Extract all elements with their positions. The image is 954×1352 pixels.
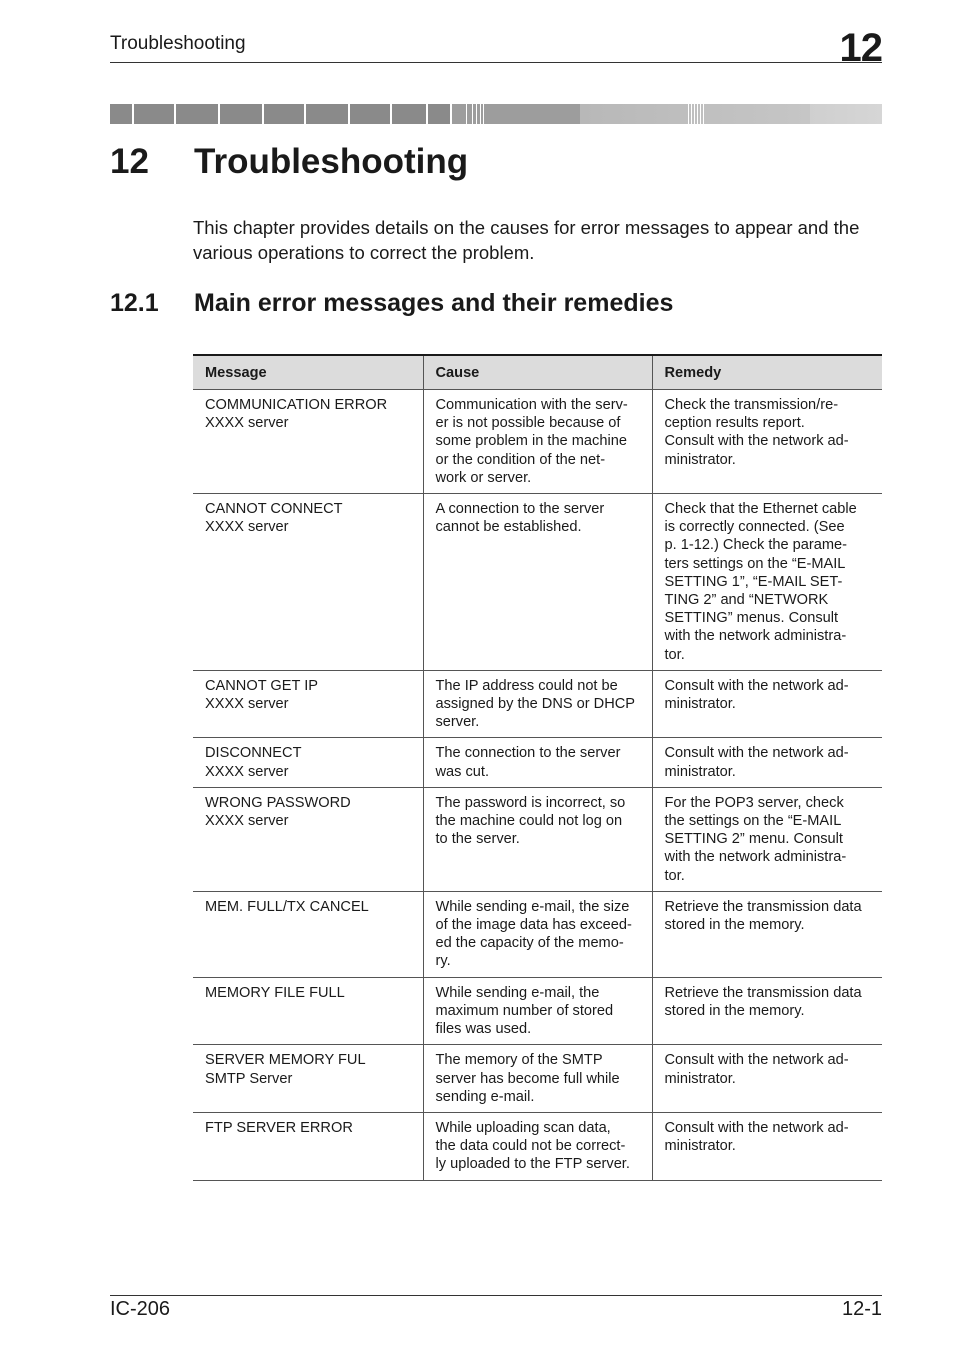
column-header-message: Message — [193, 355, 423, 390]
cell-message: CANNOT GET IP XXXX server — [193, 670, 423, 738]
chapter-title-number: 12 — [110, 142, 149, 181]
cell-message: WRONG PASSWORD XXXX server — [193, 787, 423, 891]
chapter-title-text: Troubleshooting — [194, 142, 469, 181]
column-header-cause: Cause — [423, 355, 652, 390]
cell-message: MEM. FULL/TX CANCEL — [193, 891, 423, 977]
section-title-text: Main error messages and their remedies — [194, 289, 674, 317]
section-title — [110, 289, 673, 318]
table-row — [193, 494, 882, 671]
table-row — [193, 670, 882, 738]
cell-message: CANNOT CONNECT XXXX server — [193, 494, 423, 671]
cell-message: COMMUNICATION ERROR XXXX server — [193, 390, 423, 494]
cell-remedy: Consult with the network ad- ministrator. — [652, 738, 882, 787]
section-number: 12.1 — [110, 289, 159, 317]
header-chapter-number: 12 — [839, 26, 882, 70]
cell-message: FTP SERVER ERROR — [193, 1112, 423, 1180]
cell-cause: The connection to the server was cut. — [423, 738, 652, 787]
cell-remedy: For the POP3 server, check the settings on the “E-MAIL SETTING 2” menu. Consult with the network administra- tor. — [652, 787, 882, 891]
table-row — [193, 390, 882, 494]
chapter-title — [110, 142, 468, 182]
cell-remedy: Retrieve the transmission data stored in the memory. — [652, 977, 882, 1045]
error-messages-table — [193, 354, 882, 1181]
footer-page-number: 12-1 — [841, 1298, 882, 1320]
cell-cause: The IP address could not be assigned by the DNS or DHCP server. — [423, 670, 652, 738]
cell-message: MEMORY FILE FULL — [193, 977, 423, 1045]
cell-message: SERVER MEMORY FUL SMTP Server — [193, 1045, 423, 1113]
header-rule — [110, 62, 882, 63]
column-header-remedy: Remedy — [652, 355, 882, 390]
cell-cause: While sending e-mail, the size of the image data has exceed- ed the capacity of the memo- ry. — [423, 891, 652, 977]
cell-remedy: Consult with the network ad- ministrator. — [652, 1112, 882, 1180]
table-row — [193, 787, 882, 891]
cell-remedy: Check that the Ethernet cable is correctly connected. (See p. 1-12.) Check the parame- ters settings on the “E-MAIL SETTING 1”, “E-MAIL SET- TING 2” and “NETWORK SETTING” menus. Consult with the network administra- tor. — [652, 494, 882, 671]
chapter-decorative-band — [110, 104, 882, 124]
cell-cause: The memory of the SMTP server has become full while sending e-mail. — [423, 1045, 652, 1113]
cell-cause: Communication with the serv- er is not possible because of some problem in the machine or the condition of the net- work or server. — [423, 390, 652, 494]
cell-cause: The password is incorrect, so the machine could not log on to the server. — [423, 787, 652, 891]
cell-message: DISCONNECT XXXX server — [193, 738, 423, 787]
table-row — [193, 1045, 882, 1113]
table-row — [193, 738, 882, 787]
table-row — [193, 891, 882, 977]
table-row — [193, 1112, 882, 1180]
cell-remedy: Check the transmission/re- ception results report. Consult with the network ad- ministrator. — [652, 390, 882, 494]
cell-cause: While uploading scan data, the data could not be correct- ly uploaded to the FTP server. — [423, 1112, 652, 1180]
table-header-row — [193, 355, 882, 390]
footer-rule — [110, 1295, 882, 1296]
cell-cause: A connection to the server cannot be established. — [423, 494, 652, 671]
cell-cause: While sending e-mail, the maximum number of stored files was used. — [423, 977, 652, 1045]
chapter-intro: This chapter provides details on the causes for error messages to appear and the various operations to correct the problem. — [193, 217, 860, 263]
cell-remedy: Consult with the network ad- ministrator. — [652, 1045, 882, 1113]
table-row — [193, 977, 882, 1045]
footer-model: IC-206 — [110, 1298, 171, 1320]
cell-remedy: Consult with the network ad- ministrator. — [652, 670, 882, 738]
cell-remedy: Retrieve the transmission data stored in the memory. — [652, 891, 882, 977]
running-title: Troubleshooting — [110, 33, 246, 54]
